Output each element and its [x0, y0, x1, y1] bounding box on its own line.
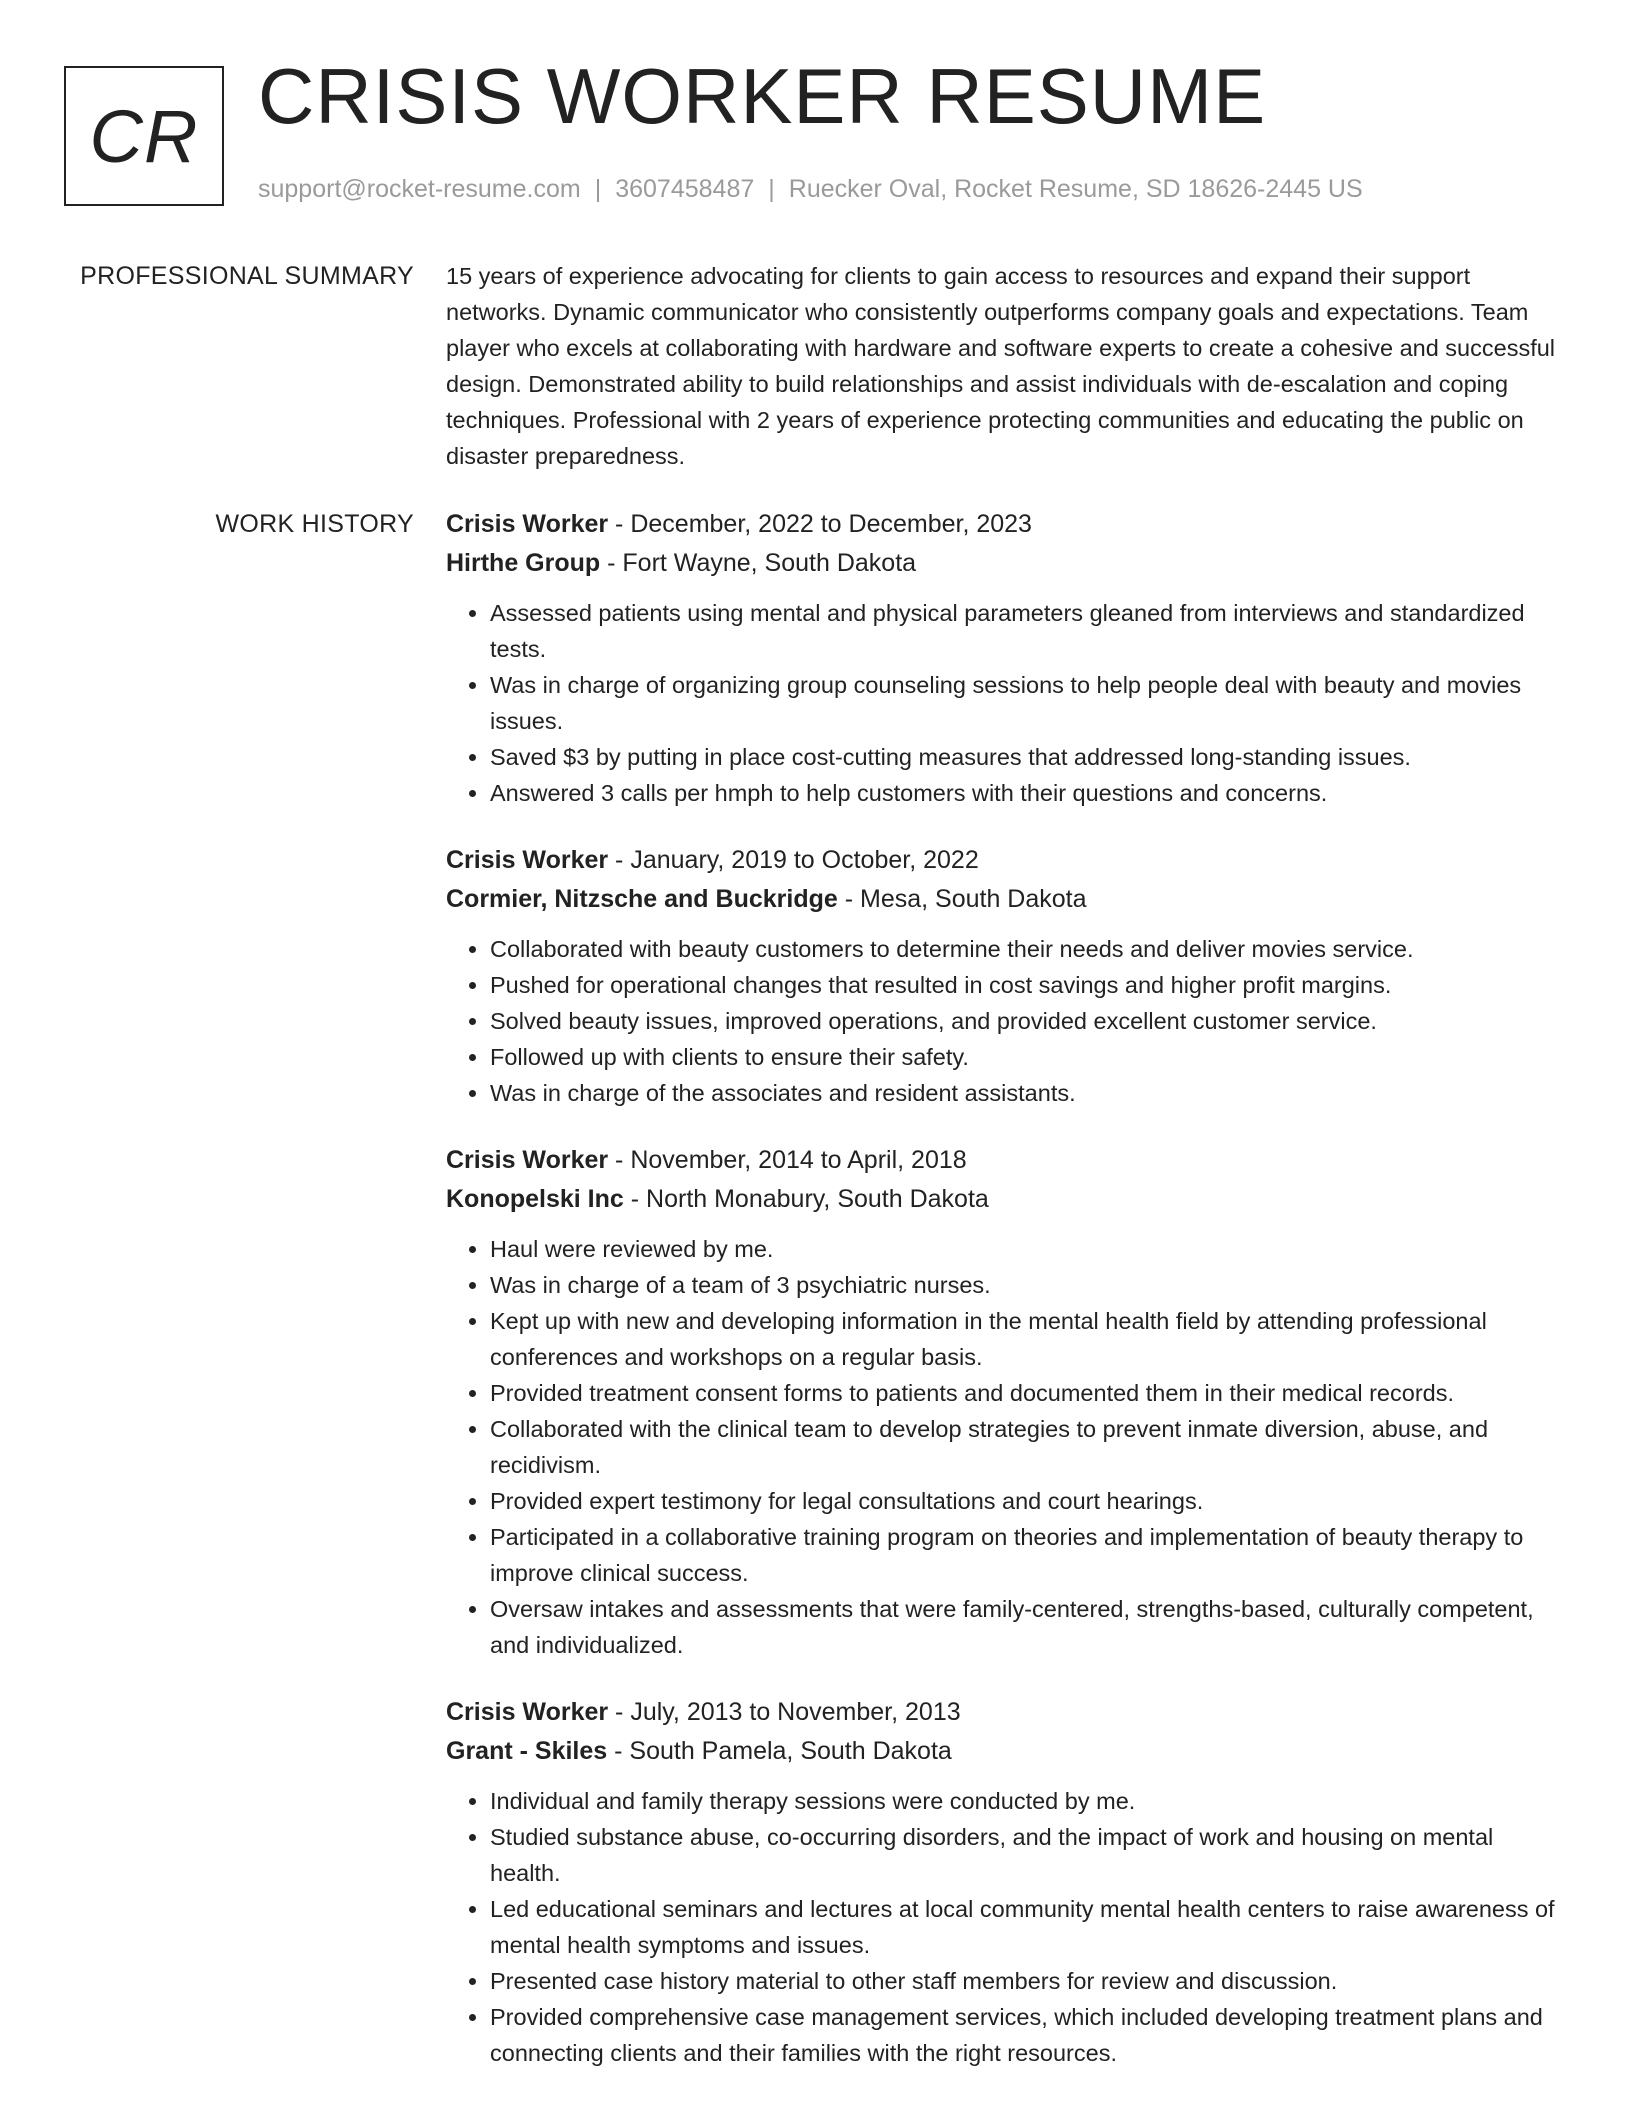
job-dates: December, 2022 to December, 2023	[630, 510, 1032, 538]
job-title-line	[446, 505, 1570, 544]
job-title: Crisis Worker	[446, 1698, 609, 1726]
job-bullet: • Followed up with clients to ensure their safety.	[490, 1039, 1570, 1075]
job-bullet: • Provided comprehensive case management services, which included developing treatment plans and connecting clients and their families with the right resources.	[490, 1999, 1570, 2071]
job-location: Mesa, South Dakota	[860, 885, 1087, 913]
job-bullet: • Participated in a collaborative training program on theories and implementation of beauty therapy to improve clinical success.	[490, 1519, 1570, 1591]
job-bullet: • Provided treatment consent forms to patients and documented them in their medical records.	[490, 1375, 1570, 1411]
job-bullet: • Provided expert testimony for legal consultations and court hearings.	[490, 1483, 1570, 1519]
job-dates: July, 2013 to November, 2013	[630, 1698, 961, 1726]
job-bullet: • Oversaw intakes and assessments that were family-centered, strengths-based, culturally competent, and individualized.	[490, 1591, 1570, 1663]
summary-text: 15 years of experience advocating for clients to gain access to resources and expand their support networks. Dynamic communicator who consistently outperforms company goals and expectations. Team player who excels at collaborating with hardware and software experts to create a cohesive and successful design. Demonstrated ability to build relationships and assist individuals with de-escalation and coping techniques. Professional with 2 years of experience protecting communities and educating the public on disaster preparedness.	[446, 263, 1556, 469]
job-entry	[446, 1693, 1570, 2071]
summary-label: PROFESSIONAL SUMMARY	[80, 262, 414, 290]
job-bullet: • Collaborated with the clinical team to develop strategies to prevent inmate diversion, abuse, and recidivism.	[490, 1411, 1570, 1483]
job-bullet: • Studied substance abuse, co-occurring disorders, and the impact of work and housing on mental health.	[490, 1819, 1570, 1891]
job-bullet: • Was in charge of a team of 3 psychiatric nurses.	[490, 1267, 1570, 1303]
job-bullet: • Saved $3 by putting in place cost-cutting measures that addressed long-standing issues.	[490, 739, 1570, 775]
job-bullet: • Presented case history material to other staff members for review and discussion.	[490, 1963, 1570, 1999]
job-title: Crisis Worker	[446, 510, 609, 538]
contact-phone: 3607458487	[615, 175, 755, 203]
job-location: North Monabury, South Dakota	[646, 1185, 989, 1213]
contact-separator: |	[768, 175, 775, 203]
job-company: Cormier, Nitzsche and Buckridge	[446, 885, 838, 913]
job-title-line	[446, 1693, 1570, 1732]
resume-header	[0, 0, 1632, 230]
job-title: Crisis Worker	[446, 846, 609, 874]
job-bullet: • Pushed for operational changes that resulted in cost savings and higher profit margins.	[490, 967, 1570, 1003]
job-bullet: • Was in charge of organizing group counseling sessions to help people deal with beauty and movies issues.	[490, 667, 1570, 739]
job-bullets	[446, 595, 1570, 811]
work-history-label: WORK HISTORY	[215, 510, 414, 538]
job-dash: -	[608, 510, 631, 538]
job-company-line	[446, 1732, 1570, 1771]
contact-address: Ruecker Oval, Rocket Resume, SD 18626-2445 US	[788, 175, 1363, 203]
contact-line	[258, 174, 1363, 204]
job-company-line	[446, 544, 1570, 583]
job-location: South Pamela, South Dakota	[629, 1737, 952, 1765]
job-dash: -	[623, 1185, 647, 1213]
job-bullet: • Individual and family therapy sessions were conducted by me.	[490, 1783, 1570, 1819]
job-bullets	[446, 1231, 1570, 1663]
job-bullets	[446, 1783, 1570, 2071]
job-bullet: • Haul were reviewed by me.	[490, 1231, 1570, 1267]
contact-email: support@rocket-resume.com	[258, 175, 581, 203]
job-dash: -	[600, 549, 623, 577]
job-bullet: • Led educational seminars and lectures at local community mental health centers to raise awareness of mental health symptoms and issues.	[490, 1891, 1570, 1963]
job-bullet: • Was in charge of the associates and resident assistants.	[490, 1075, 1570, 1111]
job-bullet: • Answered 3 calls per hmph to help customers with their questions and concerns.	[490, 775, 1570, 811]
job-company: Grant - Skiles	[446, 1737, 608, 1765]
job-bullet: • Solved beauty issues, improved operations, and provided excellent customer service.	[490, 1003, 1570, 1039]
monogram: CR	[64, 66, 224, 206]
job-title-line	[446, 1141, 1570, 1180]
job-dash: -	[608, 1698, 631, 1726]
job-entry	[446, 841, 1570, 1111]
job-dash: -	[837, 885, 860, 913]
job-company-line	[446, 1180, 1570, 1219]
job-bullet: • Collaborated with beauty customers to determine their needs and deliver movies service.	[490, 931, 1570, 967]
job-company: Konopelski Inc	[446, 1185, 624, 1213]
job-dates: November, 2014 to April, 2018	[630, 1146, 967, 1174]
job-location: Fort Wayne, South Dakota	[622, 549, 917, 577]
page-title: CRISIS WORKER RESUME	[258, 52, 1267, 140]
work-history-list	[446, 505, 1570, 2101]
job-dates: January, 2019 to October, 2022	[630, 846, 979, 874]
job-company: Hirthe Group	[446, 549, 601, 577]
job-dash: -	[608, 846, 631, 874]
job-entry	[446, 505, 1570, 811]
job-bullet: • Assessed patients using mental and physical parameters gleaned from interviews and standardized tests.	[490, 595, 1570, 667]
job-title-line	[446, 841, 1570, 880]
job-bullet: • Kept up with new and developing information in the mental health field by attending professional conferences and workshops on a regular basis.	[490, 1303, 1570, 1375]
job-company-line	[446, 880, 1570, 919]
contact-separator: |	[594, 175, 602, 203]
job-dash: -	[607, 1737, 630, 1765]
job-dash: -	[608, 1146, 631, 1174]
job-entry	[446, 1141, 1570, 1663]
job-bullets	[446, 931, 1570, 1111]
job-title: Crisis Worker	[446, 1146, 609, 1174]
